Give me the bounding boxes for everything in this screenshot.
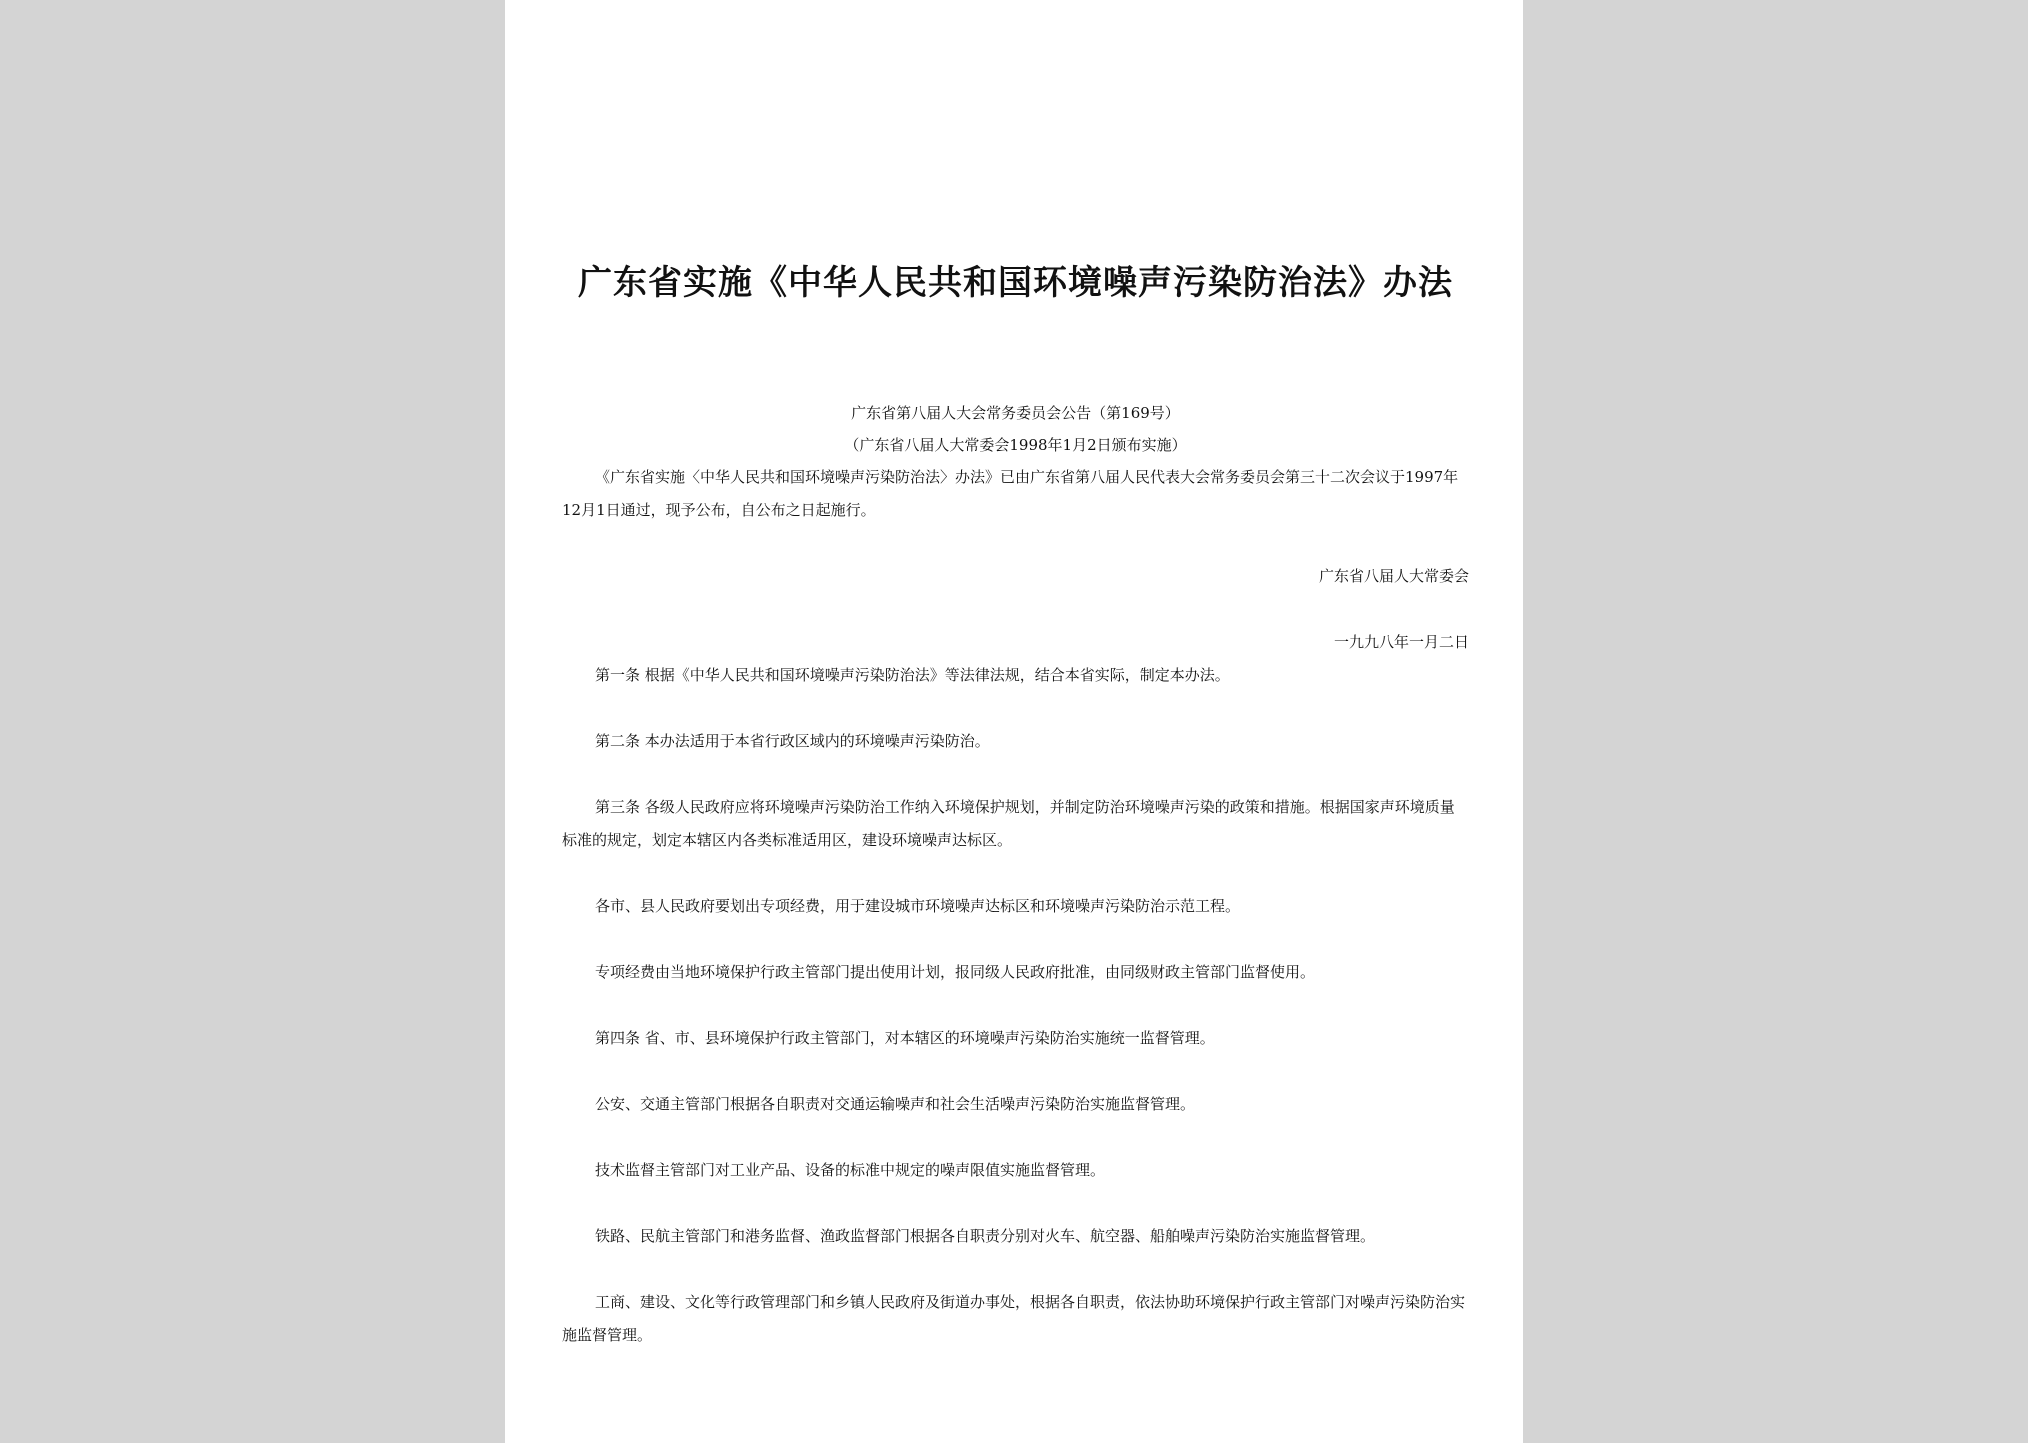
document-content: [562, 262, 1469, 1352]
enactment-line: （广东省八届人大常委会1998年1月2日颁布实施）: [844, 436, 1187, 454]
article-paragraph: 第四条 省、市、县环境保护行政主管部门，对本辖区的环境噪声污染防治实施统一监督管理。: [595, 1029, 1215, 1047]
article-paragraph: 工商、建设、文化等行政管理部门和乡镇人民政府及街道办事处，根据各自职责，依法协助环境保护行政主管部门对噪声污染防治实施监督管理。: [562, 1293, 1466, 1344]
issue-date: 一九九八年一月二日: [1333, 633, 1469, 651]
article-paragraph: 专项经费由当地环境保护行政主管部门提出使用计划，报同级人民政府批准，由同级财政主管部门监督使用。: [595, 963, 1316, 981]
article-paragraph: 技术监督主管部门对工业产品、设备的标准中规定的噪声限值实施监督管理。: [595, 1161, 1106, 1179]
article-paragraph: 公安、交通主管部门根据各自职责对交通运输噪声和社会生活噪声污染防治实施监督管理。: [595, 1095, 1196, 1113]
document-page: [505, 0, 1523, 1443]
document-title: 广东省实施《中华人民共和国环境噪声污染防治法》办法: [578, 263, 1453, 303]
article-paragraph: 铁路、民航主管部门和港务监督、渔政监督部门根据各自职责分别对火车、航空器、船舶噪声污染防治实施监督管理。: [595, 1227, 1376, 1245]
announcement-line: 广东省第八届人大会常务委员会公告（第169号）: [851, 404, 1180, 422]
issuer-signature: 广东省八届人大常委会: [1318, 567, 1469, 585]
article-paragraph: 第二条 本办法适用于本省行政区域内的环境噪声污染防治。: [595, 732, 990, 750]
article-paragraph: 第三条 各级人民政府应将环境噪声污染防治工作纳入环境保护规划，并制定防治环境噪声污染的政策和措施。根据国家声环境质量标准的规定，划定本辖区内各类标准适用区，建设环境噪声达标区。: [562, 798, 1455, 849]
preamble-paragraph: 《广东省实施〈中华人民共和国环境噪声污染防治法〉办法》已由广东省第八届人民代表大会常务委员会第三十二次会议于1997年12月1日通过，现予公布，自公布之日起施行。: [562, 468, 1459, 519]
article-paragraph: 第一条 根据《中华人民共和国环境噪声污染防治法》等法律法规，结合本省实际，制定本办法。: [595, 666, 1230, 684]
article-paragraph: 各市、县人民政府要划出专项经费，用于建设城市环境噪声达标区和环境噪声污染防治示范工程。: [595, 897, 1241, 915]
